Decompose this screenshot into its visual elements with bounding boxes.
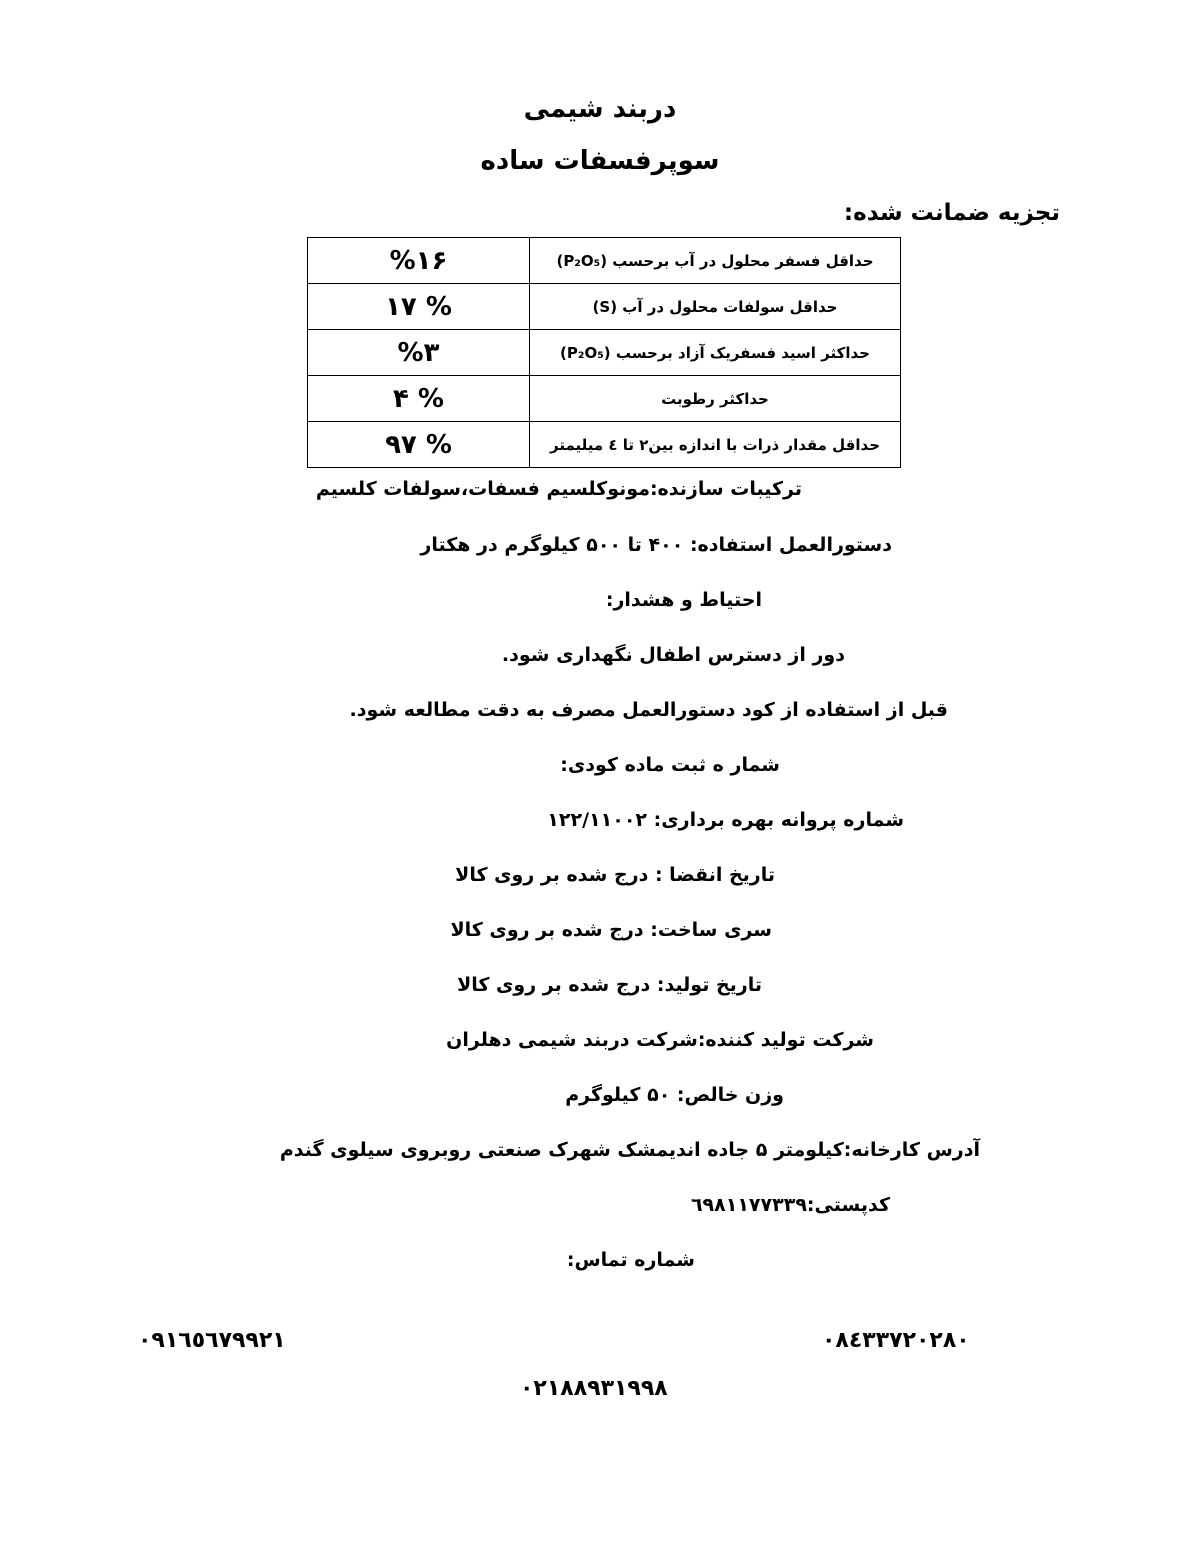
batch-number: سری ساخت: درج شده بر روی کالا [450,919,772,941]
registration-number: شمار ه ثبت ماده کودی: [560,754,780,776]
warning-children: دور از دسترس اطفال نگهداری شود. [501,644,845,666]
analysis-label: حداکثر رطوبت [530,376,901,422]
license-number: شماره پروانه بهره برداری: ۱۲۲/۱۱۰۰۲ [547,809,904,831]
contact-heading: شماره تماس: [566,1249,695,1271]
table-row [308,284,901,330]
ingredients-text: ترکیبات سازنده:مونوکلسیم فسفات،سولفات کلسیم [315,478,802,500]
analysis-heading: تجزیه ضمانت شده: [843,200,1060,226]
table-row [308,330,901,376]
table-row [308,376,901,422]
phone-tehran: ۰۲۱۸۸۹۳۱۹۹۸ [520,1376,668,1401]
analysis-table [307,237,901,468]
phone-mobile: ۰۹۱٦٥٦٧۹۹۲۱ [138,1328,286,1353]
factory-address: آدرس کارخانه:کیلومتر ۵ جاده اندیمشک شهرک صنعتی روبروی سیلوی گندم [279,1139,980,1161]
usage-text: دستورالعمل استفاده: ۴۰۰ تا ۵۰۰ کیلوگرم در هکتار [420,534,892,556]
warning-read-instructions: قبل از استفاده از کود دستورالعمل مصرف به دقت مطالعه شود. [349,699,948,721]
analysis-value: % ۹۷ [308,422,530,468]
phone-office: ۰۸٤۳۳۷۲۰۲۸۰ [822,1328,970,1353]
table-row [308,422,901,468]
postal-code: کدپستی:٦٩٨١١٧٧٣٣٩ [690,1194,890,1216]
production-date: تاریخ تولید: درج شده بر روی کالا [457,974,762,996]
warning-heading: احتیاط و هشدار: [605,589,762,611]
company-title: دربند شیمی [523,94,677,124]
analysis-label: حداکثر اسید فسفریک آزاد برحسب (P₂O₅) [530,330,901,376]
analysis-value: % ۱۷ [308,284,530,330]
analysis-value: %۳ [308,330,530,376]
product-title: سوپرفسفات ساده [480,146,720,176]
table-row [308,238,901,284]
net-weight: وزن خالص: ۵۰ کیلوگرم [565,1084,784,1106]
analysis-label: حداقل مقدار ذرات با اندازه بین۲ تا ٤ میلیمتر [530,422,901,468]
manufacturer: شرکت تولید کننده:شرکت دربند شیمی دهلران [446,1029,874,1051]
analysis-value: % ۴ [308,376,530,422]
analysis-label: حداقل سولفات محلول در آب (S) [530,284,901,330]
expiry-date: تاریخ انقضا : درج شده بر روی کالا [455,864,775,886]
analysis-value: %۱۶ [308,238,530,284]
analysis-label: حداقل فسفر محلول در آب برحسب (P₂O₅) [530,238,901,284]
